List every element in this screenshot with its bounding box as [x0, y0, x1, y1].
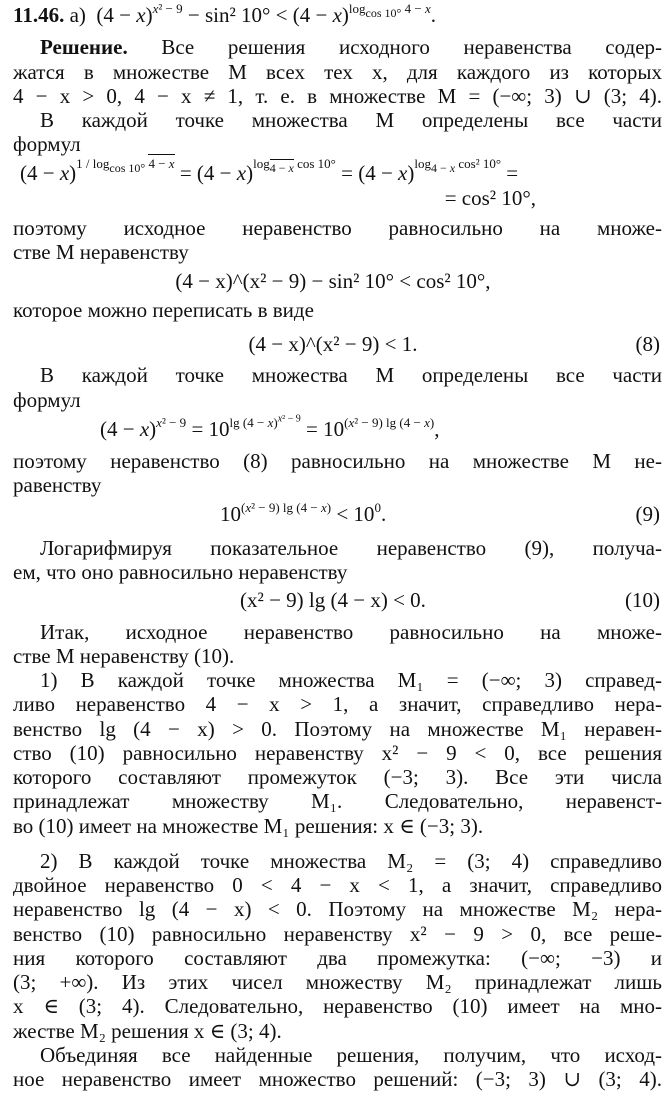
- equation-8: (4 − x)^(x² − 9) < 1. (8): [248, 331, 660, 356]
- case1-line-6: принадлежат множеству M₁. Следовательно, неравенст-: [13, 789, 662, 814]
- case1-line-5: которого составляют промежуток (−3; 3). Все эти числа: [13, 765, 662, 790]
- formula-chain: $(4 - x)^{1 / log_{cos 10^\circ} 4 - x} = (4 - x)^{log_{4 - x} cos 10^\circ} = (4 - x)^{log_{4 - x} cos^2 10^\circ}$ =: [20, 156, 519, 186]
- case2-line-4: венство (10) равносильно неравенству x² − 9 > 0, все реше-: [13, 921, 662, 946]
- equation-9: $10^{(x^2 - 9) lg (4 - x)} < 10^0$. (9): [220, 500, 660, 527]
- solution-line-2: жатся в множестве M всех тех x, для каждого из которых: [13, 59, 662, 84]
- solution-label: Решение.: [40, 35, 128, 60]
- equation-9-number: (9): [635, 502, 660, 527]
- solution-line-14: Логарифмируя показательное неравенство (9), получа-: [40, 535, 662, 560]
- solution-line-11: формул: [13, 387, 81, 412]
- solution-line-16: Итак, исходное неравенство равносильно на множе-: [40, 619, 662, 644]
- solution-line-13: равенству: [13, 473, 102, 498]
- final-line-2: ное неравенство имеет множество решений: (−3; 3) ∪ (3; 4).: [13, 1067, 662, 1091]
- equation-10: (x² − 9) lg (4 − x) < 0. (10): [240, 588, 660, 613]
- formula-chain-result: = cos² 10°,: [444, 185, 536, 210]
- final-line-1: Объединяя все найденные решения, получим, что исход-: [40, 1042, 662, 1067]
- case1-line-2: ливо неравенство 4 − x > 1, а значит, справедливо нера-: [13, 692, 662, 717]
- problem-inequality: $(4 - x)^{x^2 - 9} - \sin^2$ $10^\circ < (4 - x)^{log_{cos 10^\circ} 4 - x}$: [91, 0, 431, 27]
- solution-line-17: стве M неравенству (10).: [13, 643, 235, 668]
- solution-line-15: ем, что оно равносильно неравенству: [13, 560, 348, 585]
- case2-line-3: неравенство lg (4 − x) < 0. Поэтому на множестве M₂ нера-: [13, 897, 662, 922]
- problem-statement: 11.46. а) $(4 - x)^{x^2 - 9} - \sin^2$ $10^\circ < (4 - x)^{log_{cos 10^\circ} 4 - x}$.: [13, 0, 436, 27]
- equation-10-number: (10): [625, 588, 660, 613]
- solution-line-12: поэтому неравенство (8) равносильно на множестве M не-: [13, 449, 662, 474]
- case2-line-2: двойное неравенство 0 < 4 − x < 1, а значит, справедливо: [13, 873, 662, 898]
- solution-line-5: формул: [13, 132, 81, 157]
- case1-line-4: ство (10) равносильно неравенству x² − 9 < 0, все решения: [13, 740, 662, 765]
- problem-part: а): [69, 2, 86, 27]
- case2-line-6: (3; +∞). Из этих чисел множеству M₂ принадлежат лишь: [13, 970, 662, 995]
- solution-line-3: 4 − x > 0, 4 − x ≠ 1, т. е. в множестве M = (−∞; 3) ∪ (3; 4).: [13, 83, 662, 108]
- case2-line-8: жестве M₂ решения x ∈ (3; 4).: [13, 1018, 282, 1043]
- case1-line-3: венство lg (4 − x) > 0. Поэтому на множестве M₁ неравен-: [13, 716, 662, 741]
- solution-line-1: Решение. Все решения исходного неравенства содер-: [40, 35, 663, 60]
- solution-line-10: В каждой точке множества M определены все части: [40, 363, 662, 388]
- case1-line-1: 1) В каждой точке множества M₁ = (−∞; 3) справед-: [40, 668, 662, 693]
- case2-line-7: x ∈ (3; 4). Следовательно, неравенство (10) имеет на мно-: [13, 994, 662, 1019]
- equation-intermediate: (4 − x)^(x² − 9) − sin² 10° < cos² 10°,: [175, 269, 491, 294]
- solution-line-8: стве M неравенству: [13, 240, 189, 265]
- solution-line-9: которое можно переписать в виде: [13, 298, 314, 323]
- equation-8-number: (8): [635, 331, 660, 356]
- case2-line-5: ния которого составляют два промежутка: (−∞; −3) и: [13, 945, 662, 970]
- case1-line-7: во (10) имеет на множестве M₁ решения: x ∈ (−3; 3).: [13, 813, 484, 838]
- formula-lg-chain: $(4 - x)^{x^2 - 9} = 10^{lg (4 - x)^{x^2 - 9}} = 10^{(x^2 - 9) lg (4 - x)}$,: [100, 413, 440, 441]
- solution-line-4: В каждой точке множества M определены все части: [40, 108, 662, 133]
- case2-line-1: 2) В каждой точке множества M₂ = (3; 4) справедливо: [40, 848, 662, 873]
- problem-number: 11.46.: [13, 2, 65, 27]
- solution-line-7: поэтому исходное неравенство равносильно на множе-: [13, 216, 662, 241]
